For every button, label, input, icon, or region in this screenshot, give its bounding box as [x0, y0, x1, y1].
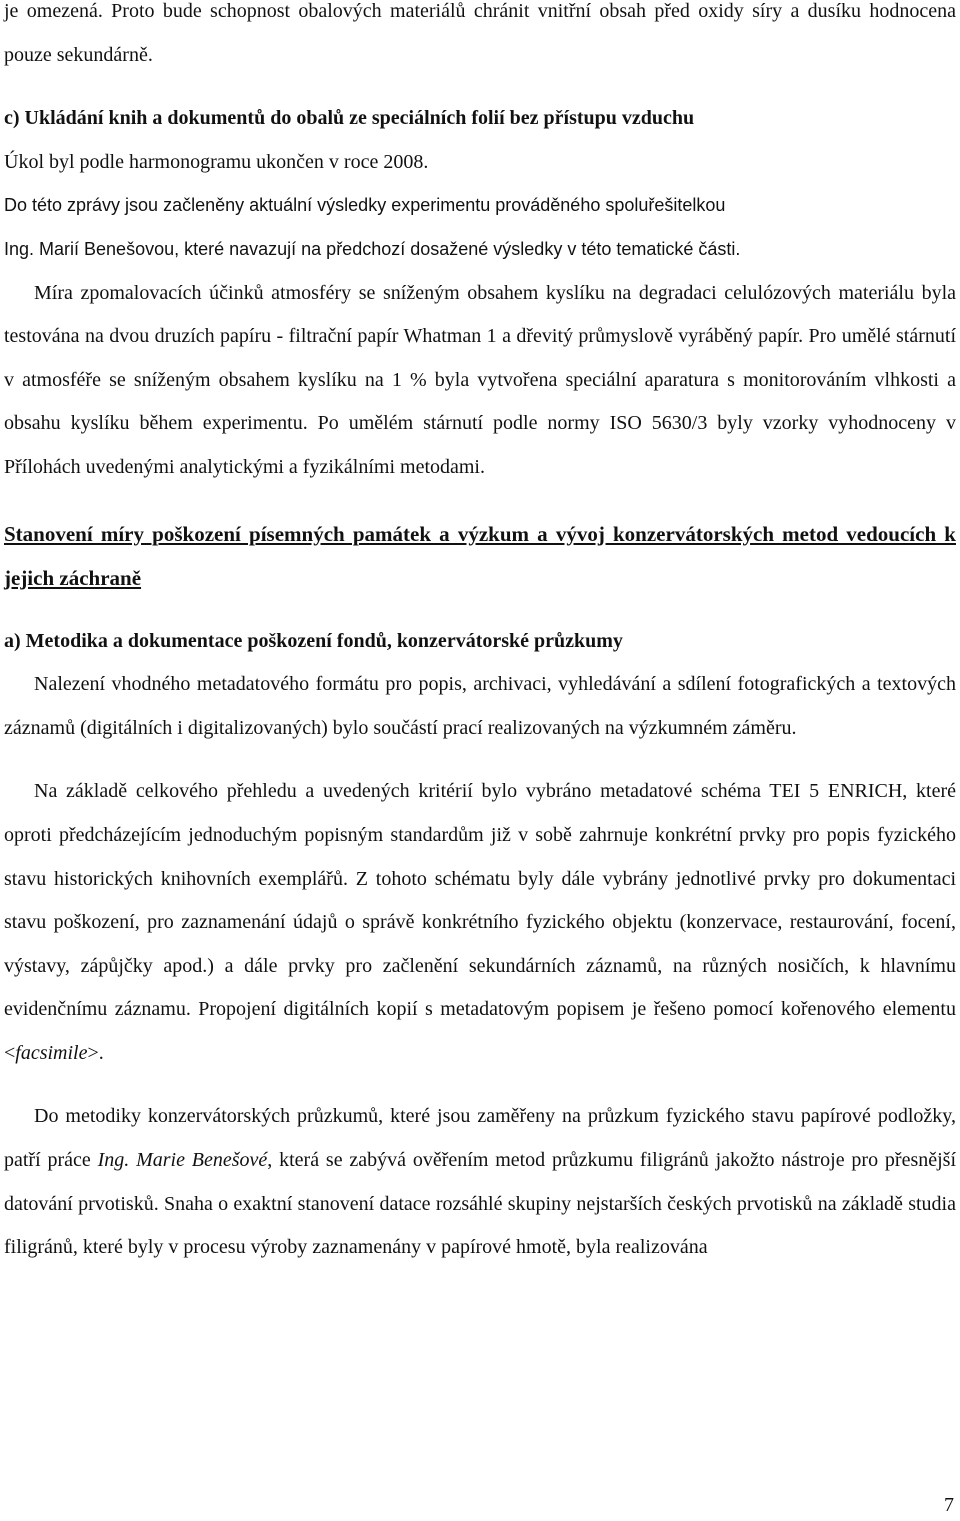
section-c-sans-line-1: Do této zprávy jsou začleněny aktuální výsledky experimentu prováděného spoluřešitelkou: [4, 195, 726, 216]
intro-paragraph: je omezená. Proto bude schopnost obalových materiálů chránit vnitřní obsah před oxidy síry a dusíku hodnocena pouze sekundárně.: [4, 0, 956, 66]
section-a-paragraph-2-text: Na základě celkového přehledu a uvedených kritérií bylo vybráno metadatové schéma TEI 5 ENRICH, které oproti předcházejícím jednoduchým popisným standardům již v sobě zahrnuje konkrétní prvky pro popis fyzického stavu historických knihovních exemplářů. Z tohoto schématu byly dále vybrány jednotlivé prvky pro dokumentaci stavu poškození, pro zaznamenání údajů o správě konkrétního fyzického objektu (konzervace, restaurování, focení, výstavy, zápůjčky apod.) a dále prvky pro začlenění sekundárních záznamů, na různých nosičích, k hlavnímu evidenčnímu záznamu. Propojení digitálních kopií s metadatovým popisem je řešeno pomocí kořenového elementu <: [4, 780, 956, 1064]
author-name: Ing. Marie Benešové: [97, 1149, 268, 1172]
spacer: [4, 490, 956, 512]
spacer: [4, 600, 956, 620]
spacer: [4, 750, 956, 770]
section-c-paragraph-text: Míra zpomalovacích účinků atmosféry se sníženým obsahem kyslíku na degradaci celulózových materiálu byla testována na dvou druzích papíru - filtrační papír Whatman 1 a dřevitý průmyslově vyráběný papír.: [4, 281, 956, 348]
section-a-paragraph-3-start: Do metodiky konzervátorských průzkumů, které jsou zaměřeny na průzkum fyzického stavu papírové podložky, patří práce: [4, 1105, 956, 1172]
section-c-sans-line-2: Ing. Marií Benešovou, které navazují na předchozí dosažené výsledky v této tematické části.: [4, 238, 741, 259]
section-a-paragraph-2-end: >.: [87, 1041, 104, 1064]
section-a-paragraph-1: Nalezení vhodného metadatového formátu pro popis, archivaci, vyhledávání a sdílení fotografických a textových záznamů (digitálních i digitalizovaných) bylo součástí prací realizovaných na výzkumném záměru.: [4, 673, 956, 739]
section-c-line: Úkol byl podle harmonogramu ukončen v roce 2008.: [4, 150, 429, 173]
section-a-paragraph-3: [4, 1095, 956, 1269]
section-a-paragraph-2: [4, 770, 956, 1075]
spacer: [4, 1075, 956, 1095]
section-a-title: a) Metodika a dokumentace poškození fondů, konzervátorské průzkumy: [4, 629, 623, 652]
section-a-paragraph-3-end: , která se zabývá ověřením metod průzkumu filigránů jakožto nástroje pro přesnější datování prvotisků. Snaha o exaktní stanovení datace rozsáhlé skupiny nejstarších českých prvotisků na základě studia filigránů, které byly v procesu výroby zaznamenány v papírové hmotě, byla realizována: [4, 1149, 957, 1259]
page-number: 7: [944, 1494, 954, 1516]
facsimile-element-name: facsimile: [15, 1041, 88, 1064]
section-c-paragraph-cont: Pro umělé stárnutí v atmosféře se sníženým obsahem kyslíku na 1 % byla vytvořena speciální aparatura s monitorováním vlhkosti a obsahu kyslíku během experimentu. Po umělém stárnutí podle normy ISO 5630/3 byly vzorky vyhodnoceny v Přílohách uvedenými analytickými a fyzikálními metodami.: [4, 325, 956, 478]
section-c-paragraph: [4, 272, 956, 490]
document-page: [4, 0, 956, 1270]
spacer: [4, 77, 956, 97]
section-c-title: c) Ukládání knih a dokumentů do obalů ze speciálních folií bez přístupu vzduchu: [4, 107, 695, 130]
main-heading: Stanovení míry poškození písemných památek a výzkum a vývoj konzervátorských metod vedoucích k jejich záchraně: [4, 521, 956, 590]
